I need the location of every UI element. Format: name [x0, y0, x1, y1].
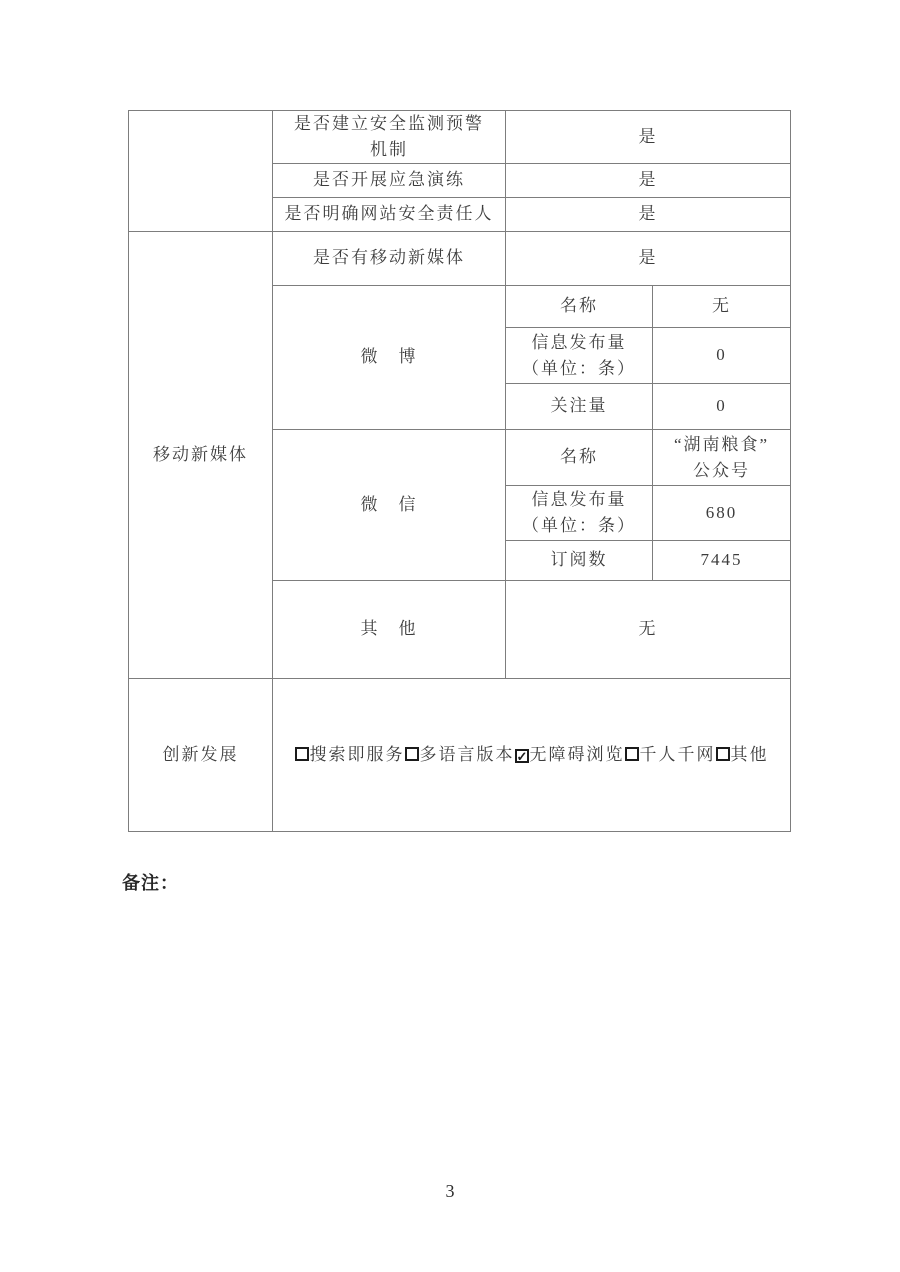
innovation-options	[273, 742, 790, 768]
label-line: 机制	[370, 140, 408, 159]
section-label-mobile-media: 移动新媒体	[129, 232, 273, 679]
section-label-innovation: 创新发展	[129, 679, 273, 832]
security-officer-label: 是否明确网站安全责任人	[273, 198, 506, 232]
label-line: 是否建立安全监测预警	[294, 114, 484, 133]
checkbox-checked-icon[interactable]: ✓	[516, 748, 528, 764]
label-line: （单位：条）	[522, 516, 636, 535]
wechat-subscribers-value: 7445	[653, 541, 791, 581]
weibo-followers-value: 0	[653, 384, 791, 430]
option-accessibility	[515, 742, 625, 768]
checkbox-icon[interactable]	[405, 747, 419, 761]
empty-section-cell	[129, 111, 273, 232]
option-label: 无障碍浏览	[529, 744, 625, 764]
checkbox-icon[interactable]	[625, 747, 639, 761]
table-row	[129, 232, 791, 286]
security-officer-value: 是	[506, 198, 791, 232]
table-row	[129, 111, 791, 164]
option-other	[716, 742, 769, 768]
weibo-followers-label: 关注量	[506, 384, 653, 430]
wechat-posts-label	[506, 486, 653, 541]
checkbox-icon[interactable]	[295, 747, 309, 761]
has-mobile-media-label: 是否有移动新媒体	[273, 232, 506, 286]
has-mobile-media-value: 是	[506, 232, 791, 286]
other-media-value: 无	[506, 581, 791, 679]
wechat-subscribers-label: 订阅数	[506, 541, 653, 581]
option-label: 搜索即服务	[309, 744, 405, 764]
innovation-options-cell	[273, 679, 791, 832]
security-warning-value: 是	[506, 111, 791, 164]
weibo-name-label: 名称	[506, 286, 653, 328]
value-line: “湖南粮食”	[673, 434, 770, 454]
table-row	[129, 679, 791, 832]
notes-label: 备注：	[122, 873, 179, 893]
emergency-drill-label: 是否开展应急演练	[273, 164, 506, 198]
checkbox-icon[interactable]	[716, 747, 730, 761]
weibo-posts-label	[506, 328, 653, 384]
option-search-as-service	[295, 742, 405, 768]
label-line: （单位：条）	[522, 358, 636, 378]
option-multilingual	[405, 742, 515, 768]
weibo-label: 微 博	[273, 286, 506, 430]
emergency-drill-value: 是	[506, 164, 791, 198]
option-label: 千人千网	[639, 744, 716, 764]
weibo-posts-value: 0	[653, 328, 791, 384]
wechat-name-label: 名称	[506, 430, 653, 486]
wechat-name-value	[653, 430, 791, 486]
other-media-label: 其 他	[273, 581, 506, 679]
weibo-name-value: 无	[653, 286, 791, 328]
option-label: 其他	[730, 744, 769, 764]
option-label: 多语言版本	[419, 744, 515, 764]
page-number: 3	[445, 1181, 455, 1201]
option-personalized-web	[625, 742, 716, 768]
value-line: 公众号	[693, 460, 750, 480]
label-line: 信息发布量	[531, 332, 627, 352]
security-warning-label	[273, 111, 506, 164]
wechat-posts-value: 680	[653, 486, 791, 541]
annual-report-table	[128, 110, 791, 832]
wechat-label: 微 信	[273, 430, 506, 581]
label-line: 信息发布量	[531, 490, 627, 509]
